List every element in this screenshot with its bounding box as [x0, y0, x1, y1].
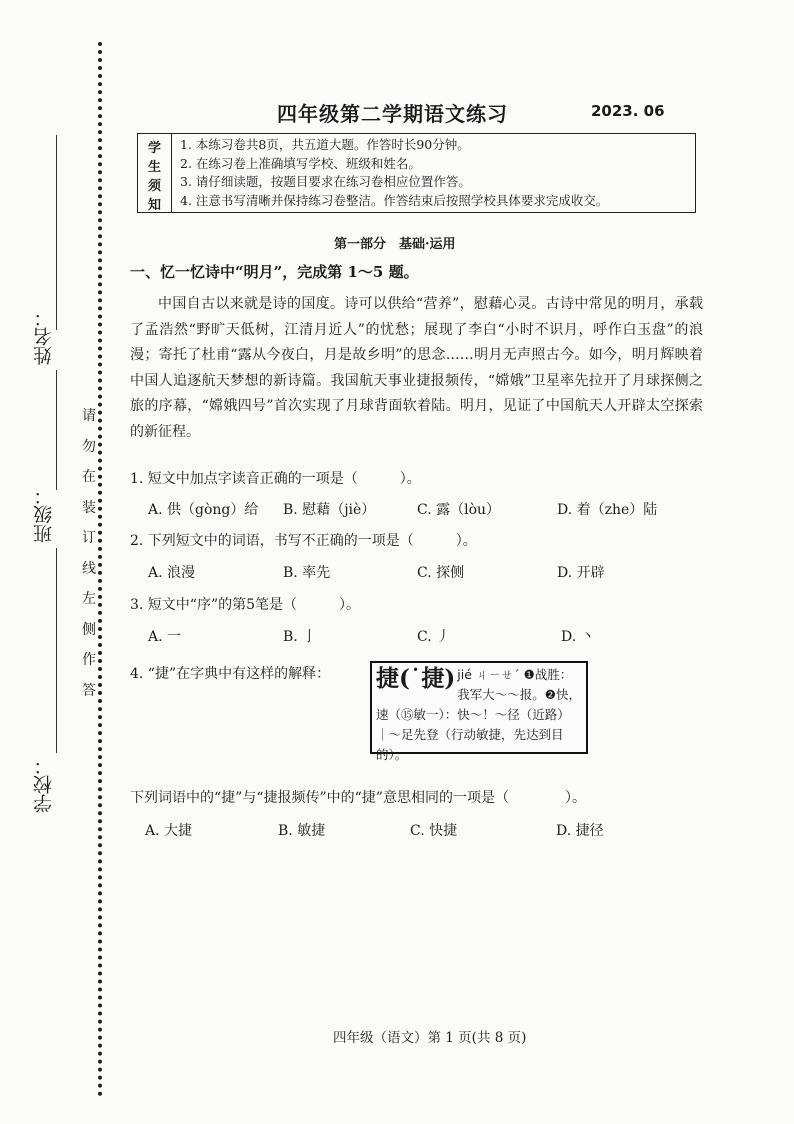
binding-warning	[80, 405, 98, 710]
dictionary-definition: jié ㄐㄧㄝˊ ❶战胜：我军大～～报。❷快，速（⑮敏一）：快～！～径（近路）｜～足先登（行动敏捷，先达到目的）。	[376, 667, 581, 762]
warning-char: 侧	[82, 621, 96, 638]
warning-char: 作	[82, 652, 96, 668]
class-label: 班级：	[33, 486, 55, 543]
q3-option-a[interactable]: A. 一	[148, 629, 182, 645]
question-1-stem: 1. 短文中加点字读音正确的一项是（ ）。	[130, 471, 421, 487]
q1-option-d[interactable]: D. 着（zhe）陆	[557, 502, 658, 518]
part-title: 第一部分 基础·运用	[334, 237, 456, 252]
q2-option-c[interactable]: C. 探侧	[417, 565, 465, 581]
notice-item: 3. 请仔细读题，按题目要求在练习卷相应位置作答。	[180, 174, 471, 189]
page-title: 四年级第二学期语文练习	[277, 102, 508, 126]
notice-item: 4. 注意书写清晰并保持练习卷整洁。作答结束后按照学校具体要求完成收交。	[180, 192, 609, 208]
warning-char: 订	[82, 530, 96, 546]
binding-dotted-line	[98, 42, 102, 1097]
reading-passage: 中国自古以来就是诗的国度。诗可以供给“营养”，慰藉心灵。古诗中常见的明月，承载了孟浩然“野旷天低树，江清月近人”的忧愁；展现了李白“小时不识月，呼作白玉盘”的浪漫；寄托了杜甫“露从今夜白，月是故乡明”的思念……明月无声照古今。如今，明月辉映着中国人追逐航天梦想的新诗篇。我国航天事业捷报频传，“嫦娥”卫星率先拉开了月球探侧之旅的序幕，“嫦娥四号”首次实现了月球背面软着陆。明月，见证了中国航天人开辟太空探索的新征程。	[130, 296, 703, 440]
class-blank-line	[56, 548, 57, 753]
q1-option-b[interactable]: B. 慰藉（jiè）	[283, 502, 376, 518]
notice-item: 1. 本练习卷共8页，共五道大题。作答时长90分钟。	[180, 137, 470, 152]
section-title: 一、忆一忆诗中“明月”，完成第 1～5 题。	[130, 263, 419, 281]
q2-option-b[interactable]: B. 率先	[283, 565, 331, 581]
notice-list	[172, 134, 695, 212]
q4-option-a[interactable]: A. 大捷	[145, 823, 193, 839]
school-label: 学校：	[33, 756, 55, 813]
q1-option-a[interactable]: A. 供（gòng）给	[148, 502, 259, 518]
warning-char: 答	[82, 682, 96, 699]
notice-item: 2. 在练习卷上准确填写学校、班级和姓名。	[180, 155, 421, 171]
notice-heading-char: 知	[147, 198, 161, 213]
question-3-stem: 3. 短文中“序”的第5笔是（ ）。	[130, 597, 361, 613]
q4-option-b[interactable]: B. 敏捷	[278, 823, 326, 839]
q4-option-d[interactable]: D. 捷径	[556, 823, 604, 839]
q3-option-b[interactable]: B. 亅	[283, 629, 317, 645]
notice-heading-char: 须	[147, 179, 161, 194]
exam-date: 2023. 06	[591, 102, 665, 120]
notice-heading-char: 学	[147, 141, 161, 156]
warning-char: 左	[82, 591, 96, 607]
name-blank-line	[56, 135, 57, 330]
student-notice-box	[137, 133, 696, 213]
warning-char: 勿	[82, 438, 96, 455]
notice-heading-char: 生	[147, 160, 161, 175]
name-label: 姓名：	[33, 308, 55, 365]
q2-option-d[interactable]: D. 开辟	[557, 565, 605, 581]
q3-option-c[interactable]: C. 丿	[417, 629, 451, 645]
q3-option-d[interactable]: D. 丶	[561, 629, 595, 645]
q4-option-c[interactable]: C. 快捷	[410, 823, 458, 839]
class-blank-line-top	[56, 370, 57, 490]
question-4-stem: 4. “捷”在字典中有这样的解释：	[130, 666, 331, 682]
q1-option-c[interactable]: C. 露（lòu）	[417, 502, 501, 518]
question-4-prompt: 下列词语中的“捷”与“捷报频传”中的“捷”意思相同的一项是（ ）。	[130, 790, 586, 806]
question-2-stem: 2. 下列短文中的词语，书写不正确的一项是（ ）。	[130, 533, 477, 549]
q2-option-a[interactable]: A. 浪漫	[148, 565, 196, 581]
warning-char: 请	[82, 408, 96, 424]
warning-char: 在	[82, 469, 96, 485]
notice-heading	[138, 134, 172, 212]
page-footer: 四年级（语文）第 1 页(共 8 页)	[333, 1030, 527, 1046]
dictionary-entry-box	[370, 661, 588, 762]
warning-char: 装	[82, 499, 96, 516]
warning-char: 线	[82, 560, 96, 577]
dictionary-headword: 捷(˙捷)	[376, 665, 456, 692]
